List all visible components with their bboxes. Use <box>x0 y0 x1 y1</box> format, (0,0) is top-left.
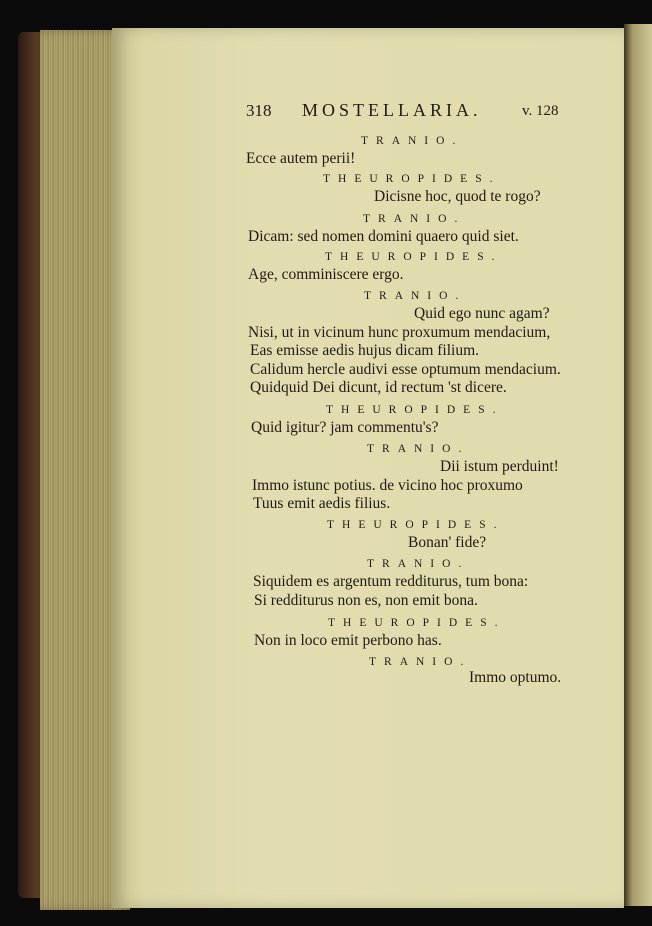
verse-line: Dicisne hoc, quod te rogo? <box>374 188 541 205</box>
verse-line: Siquidem es argentum redditurus, tum bona: <box>253 573 529 590</box>
speaker-tranio: TRANIO. <box>361 135 464 147</box>
speaker-tranio: TRANIO. <box>367 443 470 455</box>
speaker-theuropides: THEUROPIDES. <box>326 404 504 416</box>
speaker-tranio: TRANIO. <box>364 290 467 302</box>
speaker-tranio: TRANIO. <box>367 558 470 570</box>
verse-line: Dii istum perduint! <box>440 458 559 475</box>
verse-line: Nisi, ut in vicinum hunc proxumum mendacium, <box>248 324 551 341</box>
verse-line: Age, comminiscere ergo. <box>248 266 404 283</box>
verse-line: Si redditurus non es, non emit bona. <box>254 592 478 609</box>
speaker-theuropides: THEUROPIDES. <box>327 519 505 531</box>
verse-line: Eas emisse aedis hujus dicam filium. <box>250 342 480 359</box>
verse-line: Immo optumo. <box>469 669 562 686</box>
facing-page-edge <box>624 24 652 906</box>
speaker-theuropides: THEUROPIDES. <box>323 173 501 185</box>
speaker-tranio: TRANIO. <box>369 656 472 668</box>
verse-line: Bonan' fide? <box>408 534 487 551</box>
verse-line: Non in loco emit perbono has. <box>254 632 442 649</box>
verse-line: Quid ego nunc agam? <box>414 305 550 322</box>
verse-line: Quid igitur? jam commentu's? <box>251 419 439 436</box>
verse-line: Calidum hercle audivi esse optumum mendacium. <box>250 361 561 378</box>
speaker-tranio: TRANIO. <box>363 213 466 225</box>
verse-line: Immo istunc potius. de vicino hoc proxumo <box>252 477 523 494</box>
verse-reference: v. 128 <box>522 103 559 119</box>
verse-line: Dicam: sed nomen domini quaero quid siet. <box>248 228 519 245</box>
verse-line: Quidquid Dei dicunt, id rectum 'st dicere. <box>250 379 507 396</box>
verse-line: Ecce autem perii! <box>246 150 356 167</box>
speaker-theuropides: THEUROPIDES. <box>328 617 506 629</box>
running-title: MOSTELLARIA. <box>302 100 482 120</box>
speaker-theuropides: THEUROPIDES. <box>325 251 503 263</box>
page-number: 318 <box>246 101 272 120</box>
verse-line: Tuus emit aedis filius. <box>253 495 391 512</box>
